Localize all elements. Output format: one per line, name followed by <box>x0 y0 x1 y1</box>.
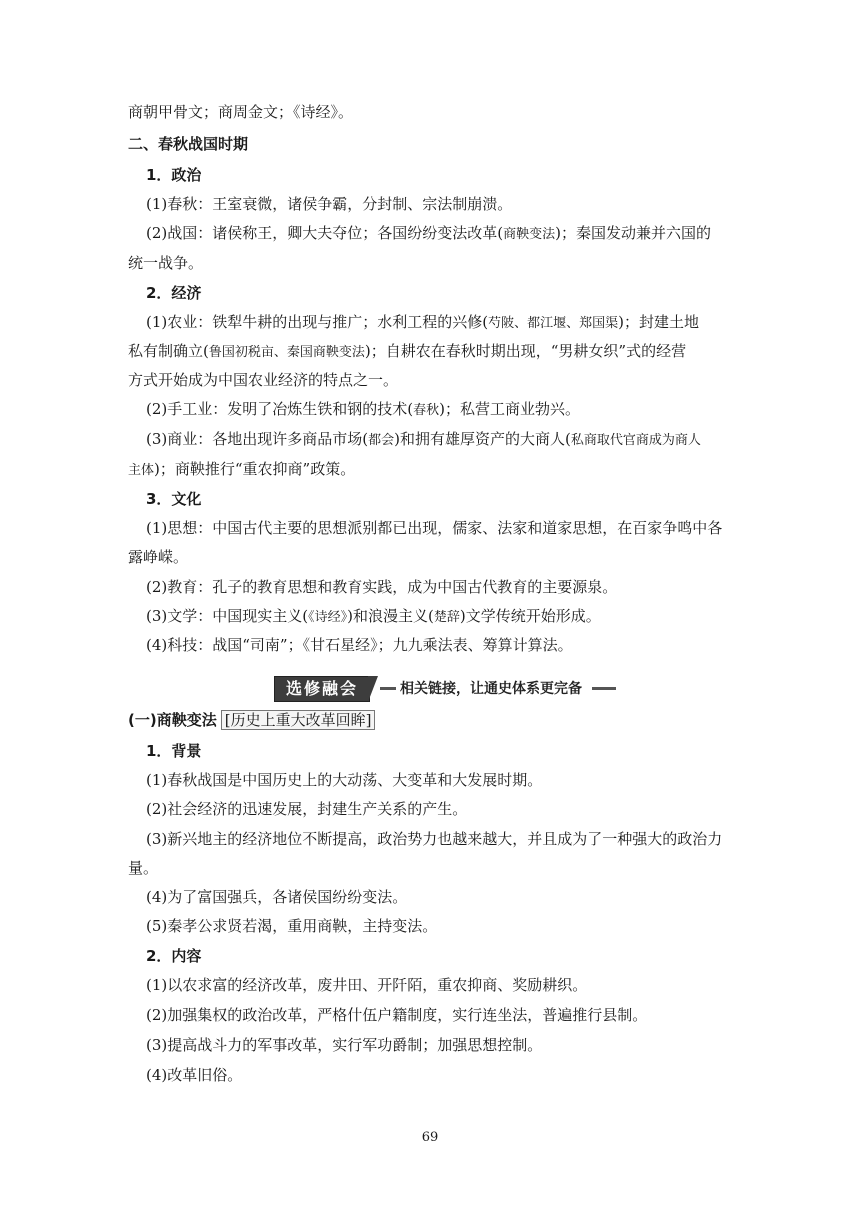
paragraph: (2)社会经济的迅速发展，封建生产关系的产生。 <box>146 800 468 818</box>
paragraph: (1)春秋战国是中国历史上的大动荡、大变革和大发展时期。 <box>146 771 543 789</box>
paragraph: (4)为了富国强兵，各诸侯国纷纷变法。 <box>146 888 408 906</box>
subsection-heading: 1．政治 <box>146 166 202 184</box>
paragraph-cont: 统一战争。 <box>128 254 204 272</box>
subsection-heading: 3．文化 <box>146 490 202 508</box>
paragraph-cont: 私有制确立(鲁国初税亩、秦国商鞅变法)；自耕农在春秋时期出现，“男耕女织”式的经营 <box>128 342 687 360</box>
paragraph-cont: 露峥嵘。 <box>128 548 189 566</box>
banner-label: 选修融会 <box>274 676 370 702</box>
subsection-heading: 1．背景 <box>146 742 202 760</box>
section-heading: 二、春秋战国时期 <box>128 135 249 153</box>
paragraph: (1)思想：中国古代主要的思想派别都已出现，儒家、法家和道家思想，在百家争鸣中各 <box>146 519 723 537</box>
banner-tagline: 相关链接，让通史体系更完备 <box>400 681 582 697</box>
banner-rule-left <box>380 687 396 690</box>
paragraph: (3)新兴地主的经济地位不断提高，政治势力也越来越大，并且成为了一种强大的政治力 <box>146 830 723 848</box>
paragraph-cont: 量。 <box>128 859 159 877</box>
paragraph: (4)科技：战国“司南”；《甘石星经》；九九乘法表、筹算计算法。 <box>146 636 573 654</box>
paragraph: (2)战国：诸侯称王，卿大夫夺位；各国纷纷变法改革(商鞅变法)；秦国发动兼并六国的 <box>146 224 711 242</box>
paragraph: (2)手工业：发明了冶炼生铁和钢的技术(春秋)；私营工商业勃兴。 <box>146 400 580 418</box>
paragraph: (5)秦孝公求贤若渴，重用商鞅，主持变法。 <box>146 917 438 935</box>
sub-section-title: (一)商鞅变法 [历史上重大改革回眸] <box>128 710 738 730</box>
paragraph: (1)春秋：王室衰微，诸侯争霸，分封制、宗法制崩溃。 <box>146 195 513 213</box>
paragraph: (2)加强集权的政治改革，严格什伍户籍制度，实行连坐法，普遍推行县制。 <box>146 1006 648 1024</box>
paragraph: (4)改革旧俗。 <box>146 1066 243 1084</box>
paragraph: (1)以农求富的经济改革，废井田、开阡陌，重农抑商、奖励耕织。 <box>146 976 588 994</box>
subsection-heading: 2．内容 <box>146 947 202 965</box>
paragraph: (3)文学：中国现实主义(《诗经》)和浪漫主义(楚辞)文学传统开始形成。 <box>146 607 601 625</box>
paragraph-cont: 主体)；商鞅推行“重农抑商”政策。 <box>128 460 356 478</box>
paragraph: (2)教育：孔子的教育思想和教育实践，成为中国古代教育的主要源泉。 <box>146 578 618 596</box>
paragraph: (3)提高战斗力的军事改革，实行军功爵制；加强思想控制。 <box>146 1036 543 1054</box>
subsection-heading: 2．经济 <box>146 284 202 302</box>
banner-notch <box>368 676 378 702</box>
paragraph-cont: 方式开始成为中国农业经济的特点之一。 <box>128 371 399 389</box>
page-number: 69 <box>421 1130 439 1145</box>
bracket-note: [历史上重大改革回眸] <box>221 710 376 730</box>
paragraph: 商朝甲骨文；商周金文；《诗经》。 <box>128 103 354 121</box>
paragraph: (1)农业：铁犁牛耕的出现与推广；水利工程的兴修(芍陂、都江堰、郑国渠)；封建土地 <box>146 313 699 331</box>
paragraph: (3)商业：各地出现许多商品市场(都会)和拥有雄厚资产的大商人(私商取代官商成为商人 <box>146 430 701 448</box>
section-banner <box>274 676 620 702</box>
banner-rule-right <box>592 687 616 690</box>
